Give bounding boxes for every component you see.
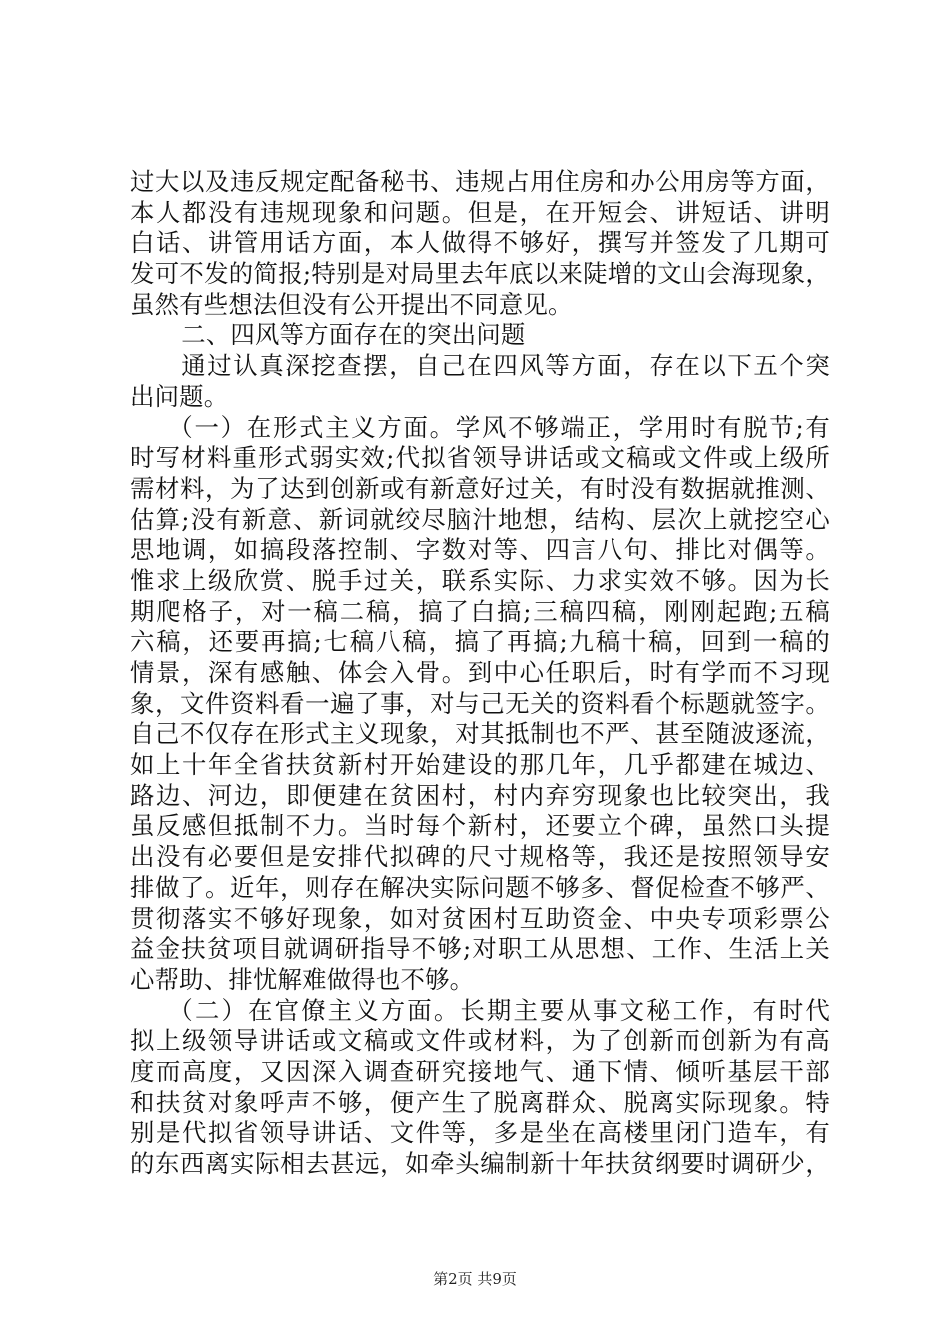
- text-line: 白话、讲管用话方面，本人做得不够好，撰写并签发了几期可: [130, 228, 830, 258]
- page-footer: 第2页 共9页: [433, 1270, 517, 1288]
- document-body: [130, 167, 830, 1180]
- text-line: 度而高度，又因深入调查研究接地气、通下情、倾听基层干部: [130, 1056, 830, 1086]
- text-line: 的东西离实际相去甚远，如牵头编制新十年扶贫纲要时调研少，: [130, 1149, 830, 1178]
- text-line: （一）在形式主义方面。学风不够端正，学用时有脱节;有: [168, 412, 830, 442]
- text-line: 和扶贫对象呼声不够，便产生了脱离群众、脱离实际现象。特: [130, 1087, 830, 1117]
- text-line: 心帮助、排忧解难做得也不够。: [130, 964, 475, 994]
- text-line: 二、四风等方面存在的突出问题: [181, 320, 526, 350]
- text-line: 发可不发的简报;特别是对局里去年底以来陡增的文山会海现象，: [130, 259, 830, 289]
- text-line: 本人都没有违规现象和问题。但是，在开短会、讲短话、讲明: [130, 197, 830, 227]
- text-line: 贯彻落实不够好现象，如对贫困村互助资金、中央专项彩票公: [130, 903, 830, 933]
- text-line: 虽反感但抵制不力。当时每个新村，还要立个碑，虽然口头提: [130, 811, 830, 841]
- text-line: 益金扶贫项目就调研指导不够;对职工从思想、工作、生活上关: [130, 934, 830, 964]
- text-line: 自己不仅存在形式主义现象，对其抵制也不严、甚至随波逐流，: [130, 719, 830, 749]
- text-line: 排做了。近年，则存在解决实际问题不够多、督促检查不够严、: [130, 872, 830, 902]
- text-line: 象，文件资料看一遍了事，对与己无关的资料看个标题就签字。: [130, 688, 830, 718]
- text-line: 虽然有些想法但没有公开提出不同意见。: [130, 289, 573, 319]
- text-line: 惟求上级欣赏、脱手过关，联系实际、力求实效不够。因为长: [130, 565, 830, 595]
- text-line: 情景，深有感触、体会入骨。到中心任职后，时有学而不习现: [130, 658, 830, 687]
- text-line: 别是代拟省领导讲话、文件等，多是坐在高楼里闭门造车，有: [130, 1118, 830, 1148]
- text-line: 估算;没有新意、新词就绞尽脑汁地想，结构、层次上就挖空心: [130, 504, 830, 534]
- text-line: 六稿，还要再搞;七稿八稿，搞了再搞;九稿十稿，回到一稿的: [130, 627, 830, 657]
- text-line: 出问题。: [130, 381, 229, 411]
- text-line: 期爬格子，对一稿二稿，搞了白搞;三稿四稿，刚刚起跑;五稿: [130, 596, 830, 626]
- text-line: 需材料，为了达到创新或有新意好过关，有时没有数据就推测、: [130, 473, 830, 503]
- text-line: 思地调，如搞段落控制、字数对等、四言八句、排比对偶等。: [130, 535, 830, 565]
- text-line: （二）在官僚主义方面。长期主要从事文秘工作，有时代: [168, 995, 830, 1025]
- text-line: 如上十年全省扶贫新村开始建设的那几年，几乎都建在城边、: [130, 750, 830, 780]
- text-line: 时写材料重形式弱实效;代拟省领导讲话或文稿或文件或上级所: [130, 443, 830, 473]
- text-line: 出没有必要但是安排代拟碑的尺寸规格等，我还是按照领导安: [130, 842, 830, 872]
- text-line: 路边、河边，即便建在贫困村，村内弃穷现象也比较突出，我: [130, 780, 830, 810]
- text-line: 拟上级领导讲话或文稿或文件或材料，为了创新而创新为有高: [130, 1026, 830, 1056]
- text-line: 通过认真深挖查摆，自己在四风等方面，存在以下五个突: [181, 351, 830, 381]
- text-line: 过大以及违反规定配备秘书、违规占用住房和办公用房等方面，: [130, 167, 830, 196]
